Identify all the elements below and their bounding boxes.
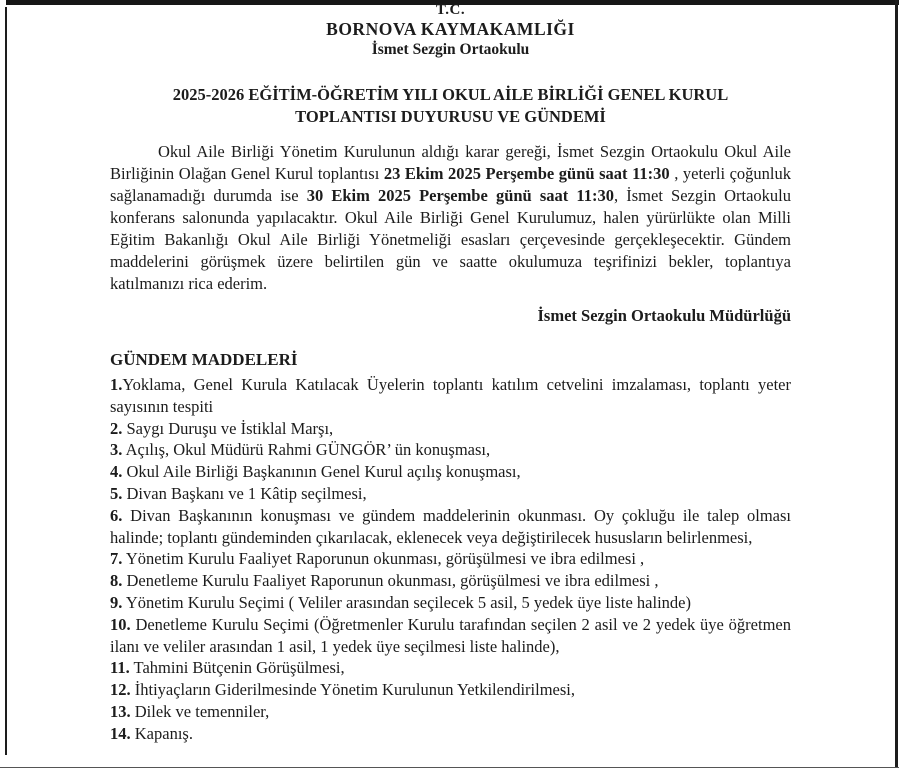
signature-line: İsmet Sezgin Ortaokulu Müdürlüğü (537, 306, 791, 325)
agenda-item-number: 1. (110, 375, 123, 394)
agenda-item (110, 505, 791, 549)
agenda-item-text: Dilek ve temenniler, (130, 701, 270, 721)
agenda-item-number: 13. (110, 701, 131, 721)
document-title (110, 84, 791, 127)
announcement-segment: , yeterli çoğunluk sağlanamadığı durumda ise (110, 164, 791, 205)
agenda-item-number: 14. (110, 723, 131, 743)
letterhead-school: İsmet Sezgin Ortaokulu (371, 41, 530, 58)
announcement-bold-segment: 30 Ekim 2025 Perşembe günü saat 11:30 (306, 186, 614, 205)
agenda-item-number: 11. (110, 658, 130, 678)
agenda-item-text: Okul Aile Birliği Başkanının Genel Kurul açılış konuşması, (122, 462, 521, 482)
agenda-item-text: Yönetim Kurulu Faaliyet Raporunun okunması, görüşülmesi ve ibra edilmesi , (122, 549, 645, 569)
letterhead-tc: T.C. (435, 2, 466, 18)
announcement-paragraph (110, 141, 791, 295)
agenda-item (110, 374, 791, 418)
agenda-item-number: 12. (110, 680, 131, 700)
agenda-item-text: Denetleme Kurulu Seçimi (Öğretmenler Kurulu tarafından seçilen 2 asil ve 2 yedek üye öğretmen ilanı ve veliler arasından 1 asil, 1 yedek üye seçilmesi liste halinde), (110, 614, 791, 656)
letterhead-governorship: BORNOVA KAYMAKAMLIĞI (326, 19, 575, 39)
agenda-item (110, 461, 791, 483)
agenda-item-text: Tahmini Bütçenin Görüşülmesi, (129, 658, 345, 678)
announcement-bold-segment: 23 Ekim 2025 Perşembe günü saat 11:30 (383, 164, 670, 183)
document-title-line1: 2025-2026 EĞİTİM-ÖĞRETİM YILI OKUL AİLE BİRLİĞİ GENEL KURUL (172, 85, 729, 104)
agenda-item-text: Açılış, Okul Müdürü Rahmi GÜNGÖR’ ün konuşması, (122, 440, 491, 460)
agenda-item-text: Divan Başkanı ve 1 Kâtip seçilmesi, (122, 483, 367, 503)
agenda-item (110, 483, 791, 505)
agenda-item (110, 701, 791, 723)
agenda-item-number: 7. (110, 549, 123, 569)
agenda-item-number: 4. (110, 462, 123, 482)
agenda-item-text: Saygı Duruşu ve İstiklal Marşı, (122, 418, 334, 438)
agenda-item (110, 418, 791, 440)
agenda-item-text: Yönetim Kurulu Seçimi ( Veliler arasından seçilecek 5 asil, 5 yedek üye liste halinde) (122, 592, 691, 612)
agenda-item (110, 657, 791, 679)
agenda-item-text: Kapanış. (130, 723, 193, 743)
agenda-item-number: 10. (110, 614, 131, 634)
agenda-item-number: 9. (110, 592, 123, 612)
letterhead (110, 1, 791, 59)
agenda-item-number: 6. (110, 505, 123, 525)
agenda-item-text: İhtiyaçların Giderilmesinde Yönetim Kurulunun Yetkilendirilmesi, (130, 680, 575, 700)
agenda-item-number: 5. (110, 483, 123, 503)
page-border-left (5, 7, 7, 755)
agenda-section (110, 349, 791, 745)
agenda-item-number: 8. (110, 571, 123, 591)
agenda-heading: GÜNDEM MADDELERİ (110, 350, 298, 369)
agenda-item (110, 592, 791, 614)
announcement-segment: Okul Aile Birliği Yönetim Kurulunun aldığı karar gereği, İsmet Sezgin Ortaokulu Okul Aile Birliğinin Olağan Genel Kurul toplantısı (110, 142, 791, 183)
agenda-item (110, 570, 791, 592)
agenda-item-text: Divan Başkanının konuşması ve gündem maddelerinin okunması. Oy çokluğu ile talep olması halinde; toplantı gündeminden çıkarılacak, eklenecek veya değiştirilecek hususların belirlenmesi, (110, 505, 791, 547)
agenda-item (110, 548, 791, 570)
agenda-item (110, 614, 791, 658)
document-body (110, 0, 791, 768)
agenda-item-number: 2. (110, 418, 123, 438)
agenda-list (110, 374, 791, 745)
page-border-right (895, 0, 898, 768)
announcement-segment: , İsmet Sezgin Ortaokulu konferans salonunda yapılacaktır. Okul Aile Birliği Genel Kurulumuz, halen yürürlükte olan Milli Eğitim Bakanlığı Okul Aile Birliği Yönetmeliği esasları çerçevesinde gerçekleşecektir. Gündem maddelerini görüşmek üzere belirtilen gün ve saatte okulumuza teşrifinizi bekler, toplantıya katılmanızı rica ederim. (110, 186, 791, 293)
agenda-item-number: 3. (110, 440, 123, 460)
document-title-line2: TOPLANTISI DUYURUSU VE GÜNDEMİ (295, 106, 606, 126)
agenda-item (110, 679, 791, 701)
agenda-item-text: Yoklama, Genel Kurula Katılacak Üyelerin toplantı katılım cetvelini imzalaması, toplantı yeter sayısının tespiti (110, 375, 791, 416)
agenda-item (110, 439, 791, 461)
agenda-item-text: Denetleme Kurulu Faaliyet Raporunun okunması, görüşülmesi ve ibra edilmesi , (122, 571, 659, 591)
agenda-item (110, 723, 791, 745)
